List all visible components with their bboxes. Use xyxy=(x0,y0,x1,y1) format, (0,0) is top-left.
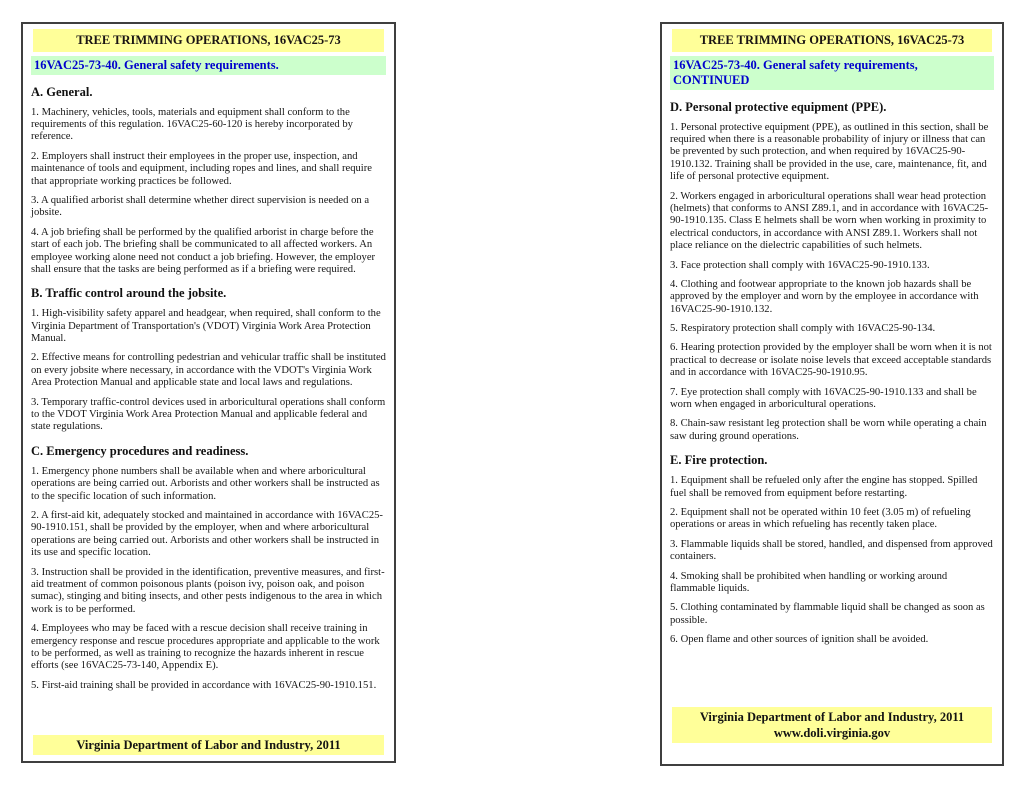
paragraph: 4. A job briefing shall be performed by the qualified arborist in charge before the start of each job. The briefing shall be communicated to all affected workers. An employee working alone need not conduct a job briefing. However, the employer shall ensure that the tasks are being performed as if a briefing were required. xyxy=(31,226,376,275)
page-header-banner xyxy=(33,29,384,52)
paragraph: 4. Employees who may be faced with a rescue decision shall receive training in emergency response and rescue procedures appropriate and applicable to the work to be performed, as well as training to recognize the hazards inherent in rescue efforts (see 16VAC25-73-140, Appendix E). xyxy=(31,623,380,672)
section-title-banner xyxy=(670,56,994,90)
footer-line: www.doli.virginia.gov xyxy=(773,725,891,740)
page-right xyxy=(660,22,1004,766)
paragraph: 6. Open flame and other sources of ignition shall be avoided. xyxy=(670,634,929,646)
section-heading: D. Personal protective equipment (PPE). xyxy=(670,99,887,114)
page-footer-banner xyxy=(672,707,992,744)
section-title-text: 16VAC25-73-40. General safety requirements, CONTINUED xyxy=(673,57,918,87)
section-heading: C. Emergency procedures and readiness. xyxy=(31,443,249,458)
page-body xyxy=(670,90,994,647)
paragraph: 2. Equipment shall not be operated within 10 feet (3.05 m) of refueling operations or areas in which refueling has recently taken place. xyxy=(670,507,971,531)
paragraph: 3. Flammable liquids shall be stored, handled, and dispensed from approved containers. xyxy=(670,538,993,563)
paragraph: 1. High-visibility safety apparel and headgear, when required, shall conform to the Virginia Department of Transportation's (VDOT) Virginia Work Area Protection Manual. xyxy=(31,308,381,345)
page-header-title: TREE TRIMMING OPERATIONS, 16VAC25-73 xyxy=(699,33,965,47)
paragraph: 1. Personal protective equipment (PPE), as outlined in this section, shall be required when there is a reasonable probability of injury or illness that can be prevented by such protection, and when required by 16VAC25-90-1910.132. Training shall be provided in the use, care, maintenance, fit, and life of personal protective equipment. xyxy=(670,121,989,183)
paragraph: 6. Hearing protection provided by the employer shall be worn when it is not practical to decrease or isolate noise levels that exceed acceptable standards and in accordance with 16VAC25-90-1910.95. xyxy=(670,342,992,379)
section-heading: E. Fire protection. xyxy=(670,453,768,468)
paragraph: 2. Workers engaged in arboricultural operations shall wear head protection (helmets) that conforms to ANSI Z89.1, and in accordance with 16VAC25-90-1910.135. Class E helmets shall be worn when working in proximity to electrical conductors, in accordance with ANSI Z89.1. Workers shall not place reliance on the dielectric capabilities of such helmets. xyxy=(670,190,989,252)
paragraph: 5. Clothing contaminated by flammable liquid shall be changed as soon as possible. xyxy=(670,602,985,626)
page-header-banner xyxy=(672,29,992,52)
paragraph: 7. Eye protection shall comply with 16VAC25-90-1910.133 and shall be worn when engaged in arboricultural operations. xyxy=(670,386,977,411)
section-title-text: 16VAC25-73-40. General safety requirements. xyxy=(34,57,279,72)
section-heading: B. Traffic control around the jobsite. xyxy=(31,286,227,301)
paragraph: 5. First-aid training shall be provided in accordance with 16VAC25-90-1910.151. xyxy=(31,679,377,691)
paragraph: 3. Face protection shall comply with 16VAC25-90-1910.133. xyxy=(670,259,930,271)
footer-line: Virginia Department of Labor and Industry, 2011 xyxy=(699,709,965,724)
paragraph: 8. Chain-saw resistant leg protection shall be worn while operating a chain saw during ground operations. xyxy=(670,418,987,442)
paragraph: 2. Employers shall instruct their employees in the proper use, inspection, and maintenance of tools and equipment, including ropes and lines, and shall require that appropriate working practices be followed. xyxy=(31,150,372,187)
paragraph: 1. Equipment shall be refueled only after the engine has stopped. Spilled fuel shall be removed from equipment before restarting. xyxy=(670,475,978,499)
page-header-title: TREE TRIMMING OPERATIONS, 16VAC25-73 xyxy=(76,33,341,47)
paragraph: 3. Temporary traffic-control devices used in arboricultural operations shall conform to the VDOT Virginia Work Area Protection Manual and applicable federal and state regulations. xyxy=(31,396,386,433)
paragraph: 4. Smoking shall be prohibited when handling or working around flammable liquids. xyxy=(670,570,948,594)
page-footer-banner xyxy=(33,735,384,755)
section-heading: A. General. xyxy=(31,84,93,99)
paragraph: 1. Emergency phone numbers shall be available when and where arboricultural operations are being carried out. Arborists and other workers shall be instructed as to the specific location of such information. xyxy=(31,465,380,502)
footer-line: Virginia Department of Labor and Industry, 2011 xyxy=(76,737,341,752)
paragraph: 2. Effective means for controlling pedestrian and vehicular traffic shall be instituted on every jobsite where necessary, in accordance with the VDOT's Virginia Work Area Protection Manual and applicable state and local laws and regulations. xyxy=(31,352,386,389)
paragraph: 2. A first-aid kit, adequately stocked and maintained in accordance with 16VAC25-90-1910.151, shall be provided by the employer, when and where arboricultural operations are being carried out. Arborists and other workers shall be instructed in its use and specific location. xyxy=(31,510,383,559)
paragraph: 3. Instruction shall be provided in the identification, preventive measures, and first-aid treatment of common poisonous plants (poison ivy, poison oak, and poison sumac), stinging and biting insects, and other pests indigenous to the area in which work is to be performed. xyxy=(31,566,385,615)
paragraph: 4. Clothing and footwear appropriate to the known job hazards shall be approved by the employer and worn by the employee in accordance with 16VAC25-90-1910.132. xyxy=(670,278,979,315)
page-body xyxy=(31,75,386,692)
page-left xyxy=(21,22,396,763)
paragraph: 1. Machinery, vehicles, tools, materials and equipment shall conform to the requirements of this regulation. 16VAC25-60-120 is hereby incorporated by reference. xyxy=(31,106,353,143)
section-title-banner xyxy=(31,56,386,75)
paragraph: 5. Respiratory protection shall comply with 16VAC25-90-134. xyxy=(670,323,936,335)
paragraph: 3. A qualified arborist shall determine whether direct supervision is needed on a jobsite. xyxy=(31,194,370,219)
